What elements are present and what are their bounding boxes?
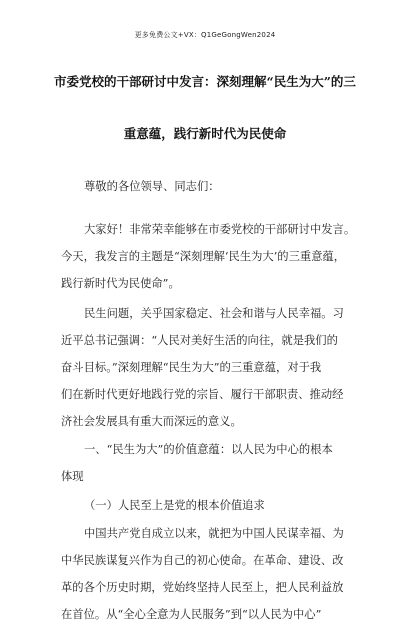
paragraph-3-line: 中国共产党自成立以来，就把为中国人民谋幸福、为 [84, 527, 344, 540]
paragraph-2-line: 奋斗目标。”深刻理解“民生为大”的三重意蕴，对于我 [61, 361, 322, 374]
salutation: 尊敬的各位领导、同志们： [84, 180, 220, 193]
paragraph-1-line: 践行新时代为民使命”。 [61, 277, 180, 290]
section-heading-line: 一、“民生为大”的价值意蕴：以人民为中心的根本 [84, 443, 333, 456]
paragraph-3-line: 在首位。从“全心全意为人民服务”到“以人民为中心” [61, 608, 322, 621]
document-title-line-1: 市委党校的干部研讨中发言：深刻理解“民生为大”的三 [54, 74, 356, 89]
section-heading-line: 体现 [61, 470, 84, 483]
paragraph-3-line: 革的各个历史时期，党始终坚持人民至上，把人民利益放 [61, 581, 344, 594]
subsection-heading: （一）人民至上是党的根本价值追求 [84, 499, 265, 512]
paragraph-2-line: 近平总书记强调：“人民对美好生活的向往，就是我们的 [61, 334, 338, 347]
paragraph-2-line: 民生问题，关乎国家稳定、社会和谐与人民幸福。习 [84, 307, 344, 320]
paragraph-3-line: 中华民族谋复兴作为自己的初心使命。在革命、建设、改 [61, 554, 344, 567]
paragraph-1-line: 大家好！非常荣幸能够在市委党校的干部研讨中发言。 [84, 223, 356, 236]
paragraph-1-line: 今天，我发言的主题是“深刻理解‘民生为大’的三重意蕴， [61, 250, 346, 263]
paragraph-2-line: 济社会发展具有重大而深远的意义。 [61, 415, 242, 428]
header-note: 更多免费公文+VX：Q1GeGongWen2024 [134, 31, 276, 39]
document-title-line-2: 重意蕴，践行新时代为民使命 [123, 126, 287, 141]
paragraph-2-line: 们在新时代更好地践行党的宗旨、履行干部职责、推动经 [61, 388, 344, 401]
